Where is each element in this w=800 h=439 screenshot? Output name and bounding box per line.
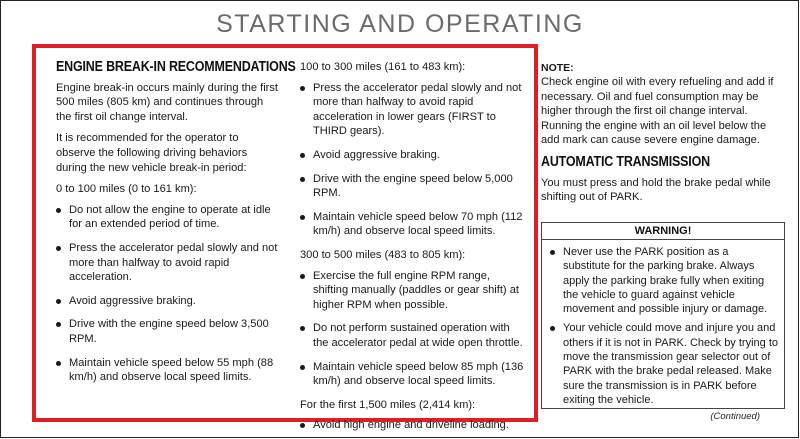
bullet-icon (56, 246, 61, 251)
list-item (300, 210, 528, 239)
bullet-icon (300, 177, 305, 182)
transmission-heading: AUTOMATIC TRANSMISSION (541, 153, 710, 170)
warning-list (542, 245, 784, 407)
bullet-icon (300, 423, 305, 428)
range-3-list (300, 269, 528, 389)
list-item (300, 360, 528, 389)
range-2-list (300, 81, 528, 239)
bullet-icon (550, 250, 555, 255)
continued-label: (Continued) (710, 411, 760, 422)
list-item (56, 294, 278, 309)
range-4-label: For the first 1,500 miles (2,414 km): (300, 398, 476, 411)
list-item (550, 321, 778, 407)
list-item-text: Avoid aggressive braking. (313, 148, 440, 161)
range-4-list (300, 418, 528, 433)
list-item-text: Press the accelerator pedal slowly and not more than halfway to avoid rapid acceleration in lower gears (FIRST to THIRD gears). (313, 81, 522, 138)
list-item-text: Maintain vehicle speed below 55 mph (88 km/h) and observe local speed limits. (69, 356, 274, 384)
list-item (550, 245, 778, 316)
note-text: Check engine oil with every refueling and add if necessary. Oil and fuel consumption may be higher through the first oil change interval. Running the engine with an oil level below the add mark can cause severe engine damage. (541, 76, 774, 147)
list-item-text: Maintain vehicle speed below 85 mph (136 km/h) and observe local speed limits. (313, 360, 524, 388)
bullet-icon (300, 365, 305, 370)
range-2-label: 100 to 300 miles (161 to 483 km): (300, 61, 466, 73)
bullet-icon (56, 361, 61, 366)
break-in-column-2 (300, 60, 528, 439)
bullet-icon (56, 208, 61, 213)
warning-box (541, 222, 785, 409)
break-in-heading: ENGINE BREAK-IN RECOMMENDATIONS (56, 59, 296, 75)
list-item-text: Maintain vehicle speed below 70 mph (112 km/h) and observe local speed limits. (313, 210, 523, 238)
bullet-icon (550, 326, 555, 331)
list-item (56, 356, 278, 385)
list-item (300, 81, 528, 139)
list-item-text: Avoid aggressive braking. (69, 294, 196, 307)
break-in-column-1 (56, 59, 296, 394)
list-item-text: Avoid high engine and driveline loading. (313, 419, 509, 432)
list-item (300, 148, 528, 163)
bullet-icon (300, 215, 305, 220)
range-1-list (56, 203, 278, 385)
list-item (300, 321, 528, 350)
bullet-icon (56, 322, 61, 327)
list-item-text: Never use the PARK position as a substitute for the parking brake. Always apply the parking brake fully when exiting the vehicle to guard against vehicle movement and possible injury or damage. (563, 246, 768, 316)
list-item-text: Drive with the engine speed below 3,500 RPM. (69, 318, 269, 345)
list-item-text: Do not allow the engine to operate at idle for an extended period of time. (69, 203, 271, 231)
list-item (56, 317, 278, 346)
warning-header: WARNING! (542, 223, 784, 240)
list-item (56, 241, 278, 285)
bullet-icon (56, 299, 61, 304)
page-title: STARTING AND OPERATING (216, 10, 584, 38)
break-in-intro-1: Engine break-in occurs mainly during the first 500 miles (805 km) and continues through the first oil change interval. (56, 81, 278, 123)
list-item-text: Exercise the full engine RPM range, shifting manually (paddles or gear shift) at higher RPM when possible. (313, 269, 519, 311)
list-item (300, 172, 528, 201)
range-1-label: 0 to 100 miles (0 to 161 km): (56, 183, 197, 196)
list-item-text: Drive with the engine speed below 5,000 RPM. (313, 172, 513, 200)
right-column (541, 62, 786, 212)
bullet-icon (300, 326, 305, 331)
bullet-icon (300, 274, 305, 279)
transmission-text: You must press and hold the brake pedal while shifting out of PARK. (541, 176, 771, 204)
list-item (56, 203, 278, 232)
note-label: NOTE: (541, 62, 574, 74)
list-item (300, 269, 528, 313)
list-item-text: Your vehicle could move and injure you and others if it is not in PARK. Check by trying to move the transmission gear selector out of PARK with the brake pedal released. Make sure the transmission is in PARK before exiting the vehicle. (563, 322, 778, 406)
list-item-text: Do not perform sustained operation with the accelerator pedal at wide open throttle. (313, 322, 523, 349)
bullet-icon (300, 86, 305, 91)
break-in-intro-2: It is recommended for the operator to observe the following driving behaviors during the new vehicle break-in period: (56, 132, 248, 174)
list-item (300, 418, 528, 433)
list-item-text: Press the accelerator pedal slowly and not more than halfway to avoid rapid acceleration. (69, 241, 278, 284)
range-3-label: 300 to 500 miles (483 to 805 km): (300, 248, 466, 261)
bullet-icon (300, 153, 305, 158)
